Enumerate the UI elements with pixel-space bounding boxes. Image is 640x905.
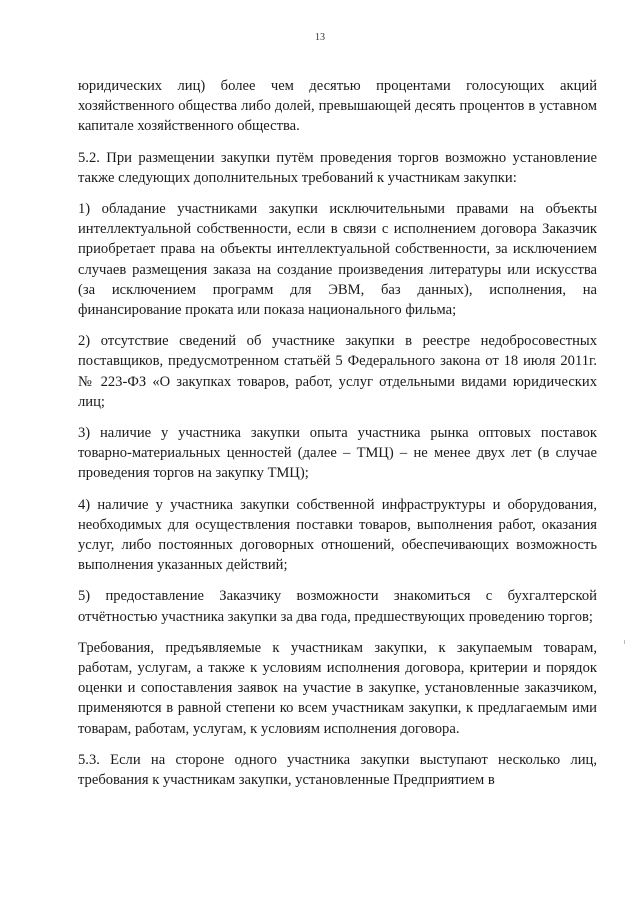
document-body	[78, 76, 597, 790]
page-number: 13	[315, 32, 325, 43]
paragraph-item-3: 3) наличие у участника закупки опыта участника рынка оптовых поставок товарно-материальных ценностей (далее – ТМЦ) – не менее двух лет (в случае проведения торгов на закупку ТМЦ);	[78, 425, 597, 482]
paragraph-clause-5-2: 5.2. При размещении закупки путём проведения торгов возможно установление также следующих дополнительных требований к участникам закупки:	[78, 149, 597, 186]
paragraph-item-5: 5) предоставление Заказчику возможности знакомиться с бухгалтерской отчётностью участника закупки за два года, предшествующих проведению торгов;	[78, 588, 597, 625]
paragraph-item-2: 2) отсутствие сведений об участнике закупки в реестре недобросовестных поставщиков, предусмотренном статьёй 5 Федерального закона от 18 июля 2011г. № 223-ФЗ «О закупках товаров, работ, услуг отдельными видами юридических лиц;	[78, 333, 597, 410]
paragraph-requirements: Требования, предъявляемые к участникам закупки, к закупаемым товарам, работам, услугам, а также к условиям исполнения договора, критерии и порядок оценки и сопоставления заявок на участие в закупке, установленные заказчиком, применяются в равной степени ко всем участникам закупки, к предлагаемым ими товарам, работам, услугам, к условиям исполнения договора.	[78, 639, 597, 737]
paragraph-continuation: юридических лиц) более чем десятью процентами голосующих акций хозяйственного общества либо долей, превышающей десять процентов в уставном капитале хозяйственного общества.	[78, 78, 597, 135]
paragraph-item-4: 4) наличие у участника закупки собственной инфраструктуры и оборудования, необходимых для осуществления поставки товаров, выполнения работ, оказания услуг, либо постоянных договорных отношений, обеспечивающих возможность выполнения указанных действий;	[78, 496, 597, 574]
paragraph-item-1: 1) обладание участниками закупки исключительными правами на объекты интеллектуальной собственности, если в связи с исполнением договора Заказчик приобретает права на объекты интеллектуальной собственности, за исключением случаев размещения заказа на создание произведения литературы или искусства (за исключением программ для ЭВМ, баз данных), исполнения, на финансирование проката или показа национального фильма;	[78, 201, 597, 319]
paragraph-clause-5-3: 5.3. Если на стороне одного участника закупки выступают несколько лиц, требования к участникам закупки, установленные Предприятием в	[78, 751, 597, 789]
scan-artifact-mark	[624, 640, 625, 644]
